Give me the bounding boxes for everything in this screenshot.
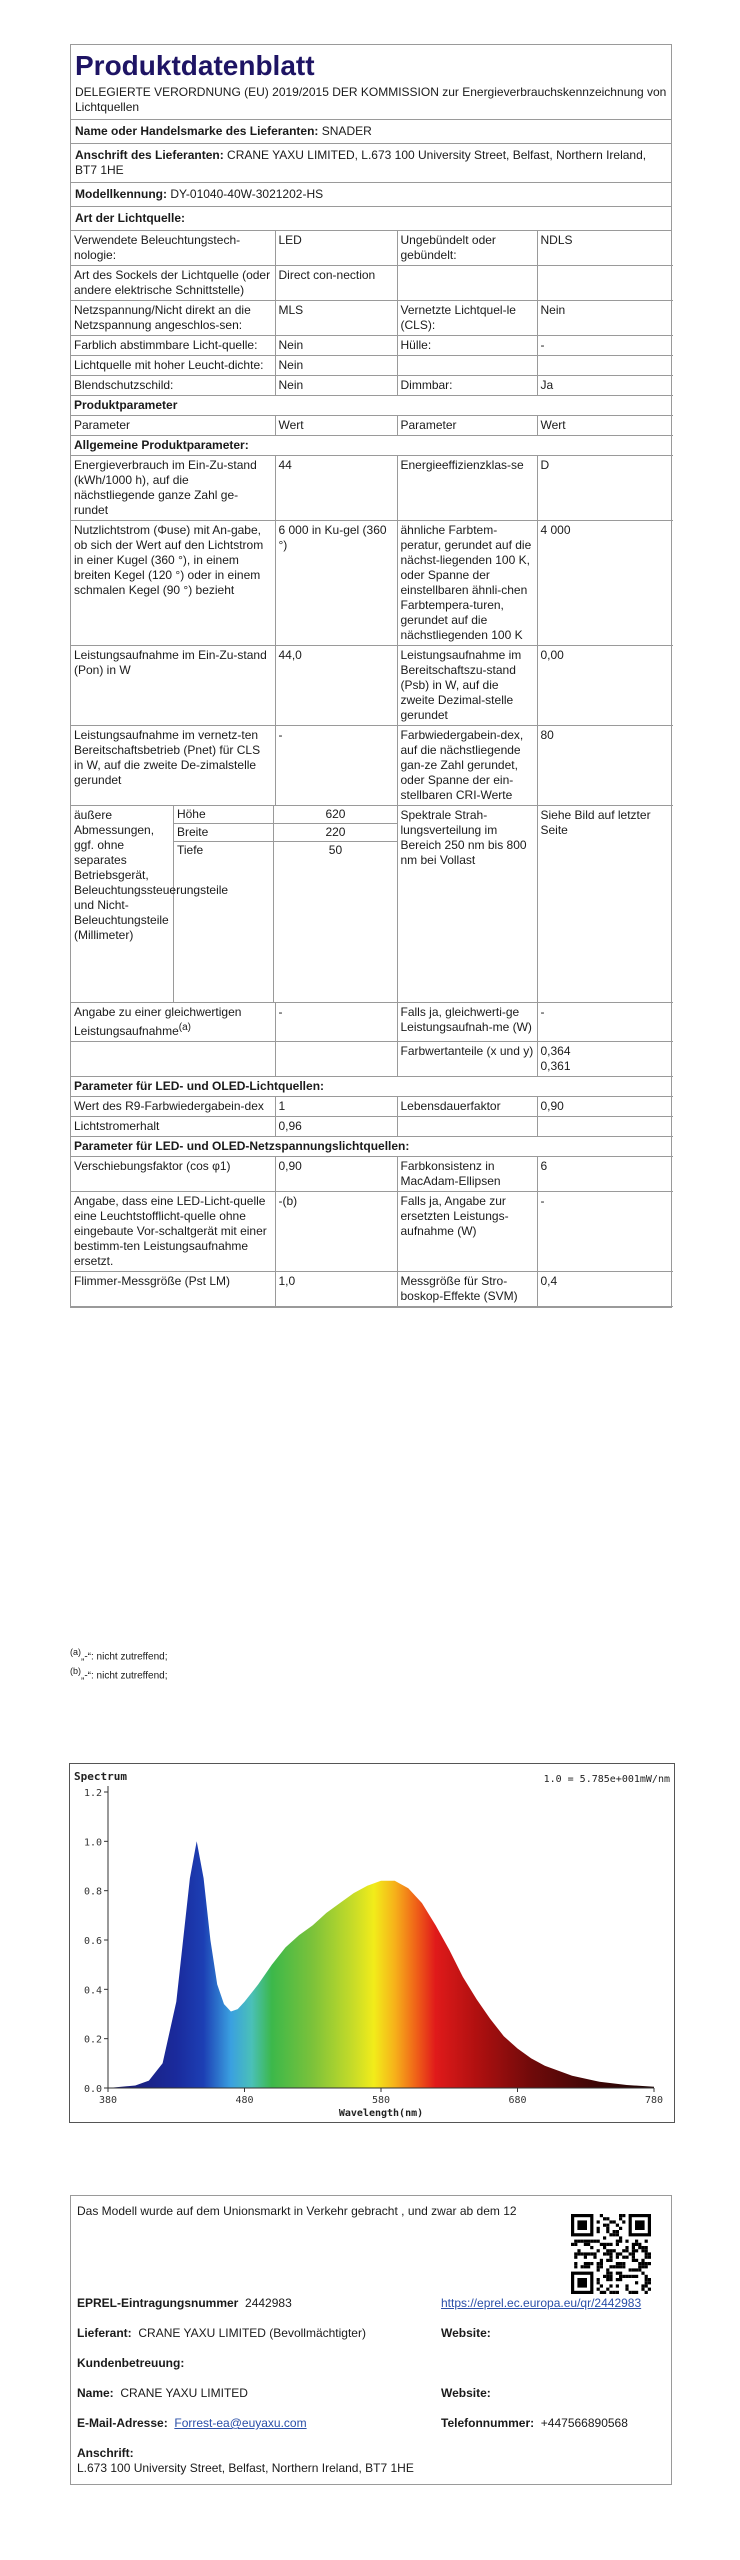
table-row — [71, 1076, 673, 1096]
reg-number — [77, 2294, 441, 2324]
param-value: -(b) — [275, 1191, 397, 1271]
address — [77, 2444, 665, 2478]
param-value — [537, 266, 673, 301]
address-row — [71, 144, 671, 183]
param-value: - — [537, 336, 673, 356]
footnote-text: „-“: nicht zutreffend; — [81, 1651, 168, 1663]
param-label: Farblich abstimmbare Licht-quelle: — [71, 336, 275, 356]
param-label: Lichtquelle mit hoher Leucht-dichte: — [71, 356, 275, 376]
table-row — [71, 806, 673, 1003]
supplier-value: CRANE YAXU LIMITED (Bevollmächtigter) — [138, 2326, 366, 2340]
section-title: Allgemeine Produktparameter: — [71, 436, 673, 456]
param-label: Hülle: — [397, 336, 537, 356]
table-row — [71, 521, 673, 646]
x-tick-label: 580 — [371, 2095, 391, 2106]
param-value: Ja — [537, 376, 673, 396]
footnote-text: „-“: nicht zutreffend; — [81, 1670, 168, 1682]
param-value: Nein — [275, 336, 397, 356]
param-value: NDLS — [537, 231, 673, 266]
x-tick-label: 780 — [644, 2095, 664, 2106]
addr-value: L.673 100 University Street, Belfast, Northern Ireland, BT7 1HE — [77, 2461, 414, 2475]
table-row — [71, 1116, 673, 1136]
param-label: Verschiebungsfaktor (cos φ1) — [71, 1156, 275, 1191]
table-row — [71, 356, 673, 376]
chroma-x: 0,364 — [540, 1043, 571, 1058]
x-tick-label: 680 — [508, 2095, 527, 2106]
website-label: Website: — [441, 2326, 491, 2340]
param-value: 1,0 — [275, 1271, 397, 1306]
spectrum-chart — [69, 1763, 675, 2123]
dim-value: 620 — [274, 806, 397, 824]
column-header: Wert — [275, 416, 397, 436]
param-label: Lichtstromerhalt — [71, 1116, 275, 1136]
table-row — [71, 1271, 673, 1306]
param-value — [537, 1041, 673, 1076]
dimensions-label: äußere Abmessungen, ggf. ohne separates Betriebsgerät, Beleuchtungssteuerungsteile und Nicht-Beleuchtungsteile (Millimeter) — [74, 808, 229, 942]
table-row — [71, 456, 673, 521]
phone-value: +447566890568 — [540, 2416, 628, 2430]
param-label: Falls ja, gleichwerti-ge Leistungsaufnah-me (W) — [397, 1002, 537, 1041]
param-label: Farbkonsistenz in MacAdam-Ellipsen — [397, 1156, 537, 1191]
param-value: 44,0 — [275, 646, 397, 726]
eprel-info — [70, 2195, 672, 2485]
table-row — [71, 376, 673, 396]
param-label: Netzspannung/Nicht direkt an die Netzspannung angeschlos-sen: — [71, 301, 275, 336]
param-label — [397, 356, 537, 376]
address-label: Anschrift des Lieferanten: — [75, 148, 224, 162]
email-label: E-Mail-Adresse: — [77, 2416, 168, 2430]
supplier-label: Lieferant: — [77, 2326, 132, 2340]
brand-row — [71, 120, 671, 144]
table-row — [71, 646, 673, 726]
column-header: Wert — [537, 416, 673, 436]
footnote-mark: (b) — [70, 1666, 81, 1677]
dim-value: 220 — [274, 824, 397, 842]
dimensions-cell — [71, 806, 397, 1003]
param-label: ähnliche Farbtem-peratur, gerundet auf die nächst-liegenden 100 K, oder Spanne der einstellbaren ähnli-chen Farbtempera-turen, gerundet auf die nächstliegenden 100 K — [397, 521, 537, 646]
table-row — [71, 396, 673, 416]
param-label: Spektrale Strah-lungsverteilung im Bereich 250 nm bis 800 nm bei Vollast — [397, 806, 537, 1003]
supplier — [77, 2324, 441, 2354]
param-label: Nutzlichtstrom (Φuse) mit An-gabe, ob sich der Wert auf den Lichtstrom in einer Kugel (360 °), in einem breiten Kegel (120 °) oder in einem schmalen Kegel (90 °) bezieht — [71, 521, 275, 646]
product-data-sheet — [70, 44, 672, 1308]
website — [441, 2324, 667, 2354]
email — [77, 2414, 441, 2444]
brand-value: SNADER — [321, 124, 372, 138]
brand-label: Name oder Handelsmarke des Lieferanten: — [75, 124, 319, 138]
param-label — [397, 266, 537, 301]
param-label: Messgröße für Stro-boskop-Effekte (SVM) — [397, 1271, 537, 1306]
param-value: 44 — [275, 456, 397, 521]
table-row — [71, 231, 673, 266]
y-tick-label: 0.4 — [83, 1985, 102, 1997]
eprel-link[interactable]: https://eprel.ec.europa.eu/qr/2442983 — [441, 2296, 642, 2310]
param-value: Siehe Bild auf letzter Seite — [537, 806, 673, 1003]
param-value: 0,00 — [537, 646, 673, 726]
table-row — [71, 1191, 673, 1271]
table-row — [71, 266, 673, 301]
product-params-table — [71, 396, 673, 1307]
param-value: Nein — [275, 356, 397, 376]
chart-title: Spectrum — [74, 1770, 127, 1783]
param-value: - — [537, 1191, 673, 1271]
eprel-intro-block — [77, 2204, 665, 2294]
table-header-row — [71, 416, 673, 436]
column-header: Parameter — [397, 416, 537, 436]
x-tick-label: 480 — [235, 2095, 254, 2106]
spectrum-svg — [70, 1764, 674, 2122]
param-value: 6 000 in Ku-gel (360 °) — [275, 521, 397, 646]
x-axis-label: Wavelength(nm) — [338, 2108, 424, 2119]
y-tick-label: 1.2 — [83, 1788, 102, 1799]
market-intro: Das Modell wurde auf dem Unionsmarkt in Verkehr gebracht , und zwar ab dem 12 — [77, 2204, 517, 2218]
addr-label: Anschrift: — [77, 2446, 134, 2460]
footnote-mark: (a) — [70, 1647, 81, 1657]
section-title: Produktparameter — [71, 396, 673, 416]
dim-name: Breite — [173, 824, 273, 842]
param-value: 4 000 — [537, 521, 673, 646]
name-label: Name: — [77, 2386, 114, 2400]
section-title: Parameter für LED- und OLED-Netzspannungslichtquellen: — [71, 1136, 673, 1156]
dim-value: 50 — [274, 842, 397, 1002]
website2-label: Website: — [441, 2386, 491, 2400]
param-label: Energieeffizienzklas-se — [397, 456, 537, 521]
customer-service — [77, 2354, 441, 2384]
param-label: Vernetzte Lichtquel-le (CLS): — [397, 301, 537, 336]
footnote — [70, 1645, 672, 1664]
param-label: Flimmer-Messgröße (Pst LM) — [71, 1271, 275, 1306]
param-value: 0,96 — [275, 1116, 397, 1136]
section-title: Parameter für LED- und OLED-Lichtquellen: — [71, 1076, 673, 1096]
param-label: Falls ja, Angabe zur ersetzten Leistungs-aufnahme (W) — [397, 1191, 537, 1271]
param-label: Leistungsaufnahme im Bereitschaftszu-stand (Psb) in W, auf die zweite Dezimal-stelle gerundet — [397, 646, 537, 726]
y-tick-label: 0.8 — [83, 1886, 102, 1898]
x-tick-label: 380 — [98, 2095, 118, 2106]
param-label — [71, 1002, 275, 1041]
table-row — [71, 336, 673, 356]
param-value: 80 — [537, 726, 673, 806]
param-value: Nein — [275, 376, 397, 396]
chroma-y: 0,361 — [540, 1058, 571, 1073]
qr-code-icon — [571, 2214, 651, 2294]
param-value: - — [275, 726, 397, 806]
param-value: Nein — [537, 301, 673, 336]
param-value: D — [537, 456, 673, 521]
phone-label: Telefonnummer: — [441, 2416, 535, 2430]
param-label: Angabe, dass eine LED-Licht-quelle eine Leuchtstofflicht-quelle ohne eingebaute Vor-schaltgerät mit einer bestimm-ten Leistungsaufnahme ersetzt. — [71, 1191, 275, 1271]
param-label: Blendschutzschild: — [71, 376, 275, 396]
param-value: 6 — [537, 1156, 673, 1191]
param-value: 0,4 — [537, 1271, 673, 1306]
param-label: Wert des R9-Farbwiedergabein-dex — [71, 1096, 275, 1116]
dim-name: Tiefe — [173, 842, 273, 1002]
param-label: Leistungsaufnahme im Ein-Zu-stand (Pon) in W — [71, 646, 275, 726]
type-table — [71, 231, 673, 396]
chart-annotation: 1.0 = 5.785e+001mW/nm — [543, 1774, 670, 1785]
sheet-title: Produktdatenblatt — [75, 50, 315, 81]
param-value: Direct con-nection — [275, 266, 397, 301]
contact-name — [77, 2384, 441, 2414]
param-value: 0,90 — [275, 1156, 397, 1191]
param-label: Farbwertanteile (x und y) — [397, 1041, 537, 1076]
param-value: 1 — [275, 1096, 397, 1116]
type-row — [71, 207, 671, 231]
eprel-link-cell — [441, 2294, 667, 2324]
reg-label: EPREL-Eintragungsnummer — [77, 2296, 239, 2310]
dim-name: Höhe — [173, 806, 273, 824]
param-value: 0,90 — [537, 1096, 673, 1116]
table-row — [71, 436, 673, 456]
y-tick-label: 0.2 — [83, 2034, 102, 2046]
table-row — [71, 726, 673, 806]
service-label: Kundenbetreuung: — [77, 2356, 185, 2370]
param-label: Ungebündelt oder gebündelt: — [397, 231, 537, 266]
footnote-mark: (a) — [178, 1021, 191, 1033]
param-value: - — [275, 1002, 397, 1041]
param-label: Dimmbar: — [397, 376, 537, 396]
footnotes — [70, 1645, 672, 1684]
y-tick-label: 1.0 — [83, 1837, 102, 1849]
param-label: Energieverbrauch im Ein-Zu-stand (kWh/1000 h), auf die nächstliegende ganze Zahl ge-rundet — [71, 456, 275, 521]
type-label: Art der Lichtquelle: — [75, 211, 186, 225]
reg-value: 2442983 — [245, 2296, 292, 2310]
param-value: - — [537, 1002, 673, 1041]
param-label: Leistungsaufnahme im vernetz-ten Bereitschaftsbetrieb (Pnet) für CLS in W, auf die zweite De-zimalstelle gerundet — [71, 726, 275, 806]
table-row — [71, 1041, 673, 1076]
phone — [441, 2414, 667, 2444]
website-2 — [441, 2384, 667, 2414]
footnote — [70, 1664, 672, 1683]
param-label: Art des Sockels der Lichtquelle (oder andere elektrische Schnittstelle) — [71, 266, 275, 301]
name-value: CRANE YAXU LIMITED — [120, 2386, 248, 2400]
address-value: CRANE YAXU LIMITED, L.673 100 University Street, Belfast, Northern Ireland, BT7 1HE — [75, 148, 647, 177]
param-value: MLS — [275, 301, 397, 336]
y-tick-label: 0.0 — [83, 2084, 102, 2095]
param-label: Lebensdauerfaktor — [397, 1096, 537, 1116]
sheet-subtitle: DELEGIERTE VERORDNUNG (EU) 2019/2015 DER KOMMISSION zur Energieverbrauchskennzeichnung von Lichtquellen — [71, 85, 671, 120]
y-tick-label: 0.6 — [83, 1936, 102, 1947]
table-row — [71, 301, 673, 336]
param-value: LED — [275, 231, 397, 266]
email-link[interactable]: Forrest-ea@euyaxu.com — [174, 2416, 307, 2430]
table-row — [71, 1096, 673, 1116]
param-label: Farbwiedergabein-dex, auf die nächstliegende gan-ze Zahl gerundet, oder Spanne der ein-stellbaren CRI-Werte — [397, 726, 537, 806]
model-value: DY-01040-40W-3021202-HS — [170, 187, 324, 201]
spectrum-area — [108, 1841, 654, 2088]
table-row — [71, 1156, 673, 1191]
table-row — [71, 1136, 673, 1156]
param-value — [537, 356, 673, 376]
eprel-grid — [77, 2294, 665, 2444]
table-row — [71, 1002, 673, 1041]
model-row — [71, 183, 671, 207]
equiv-label: Angabe zu einer gleichwertigen Leistungsaufnahme — [74, 1004, 242, 1038]
column-header: Parameter — [71, 416, 275, 436]
model-label: Modellkennung: — [75, 187, 167, 201]
param-label: Verwendete Beleuchtungstech-nologie: — [71, 231, 275, 266]
